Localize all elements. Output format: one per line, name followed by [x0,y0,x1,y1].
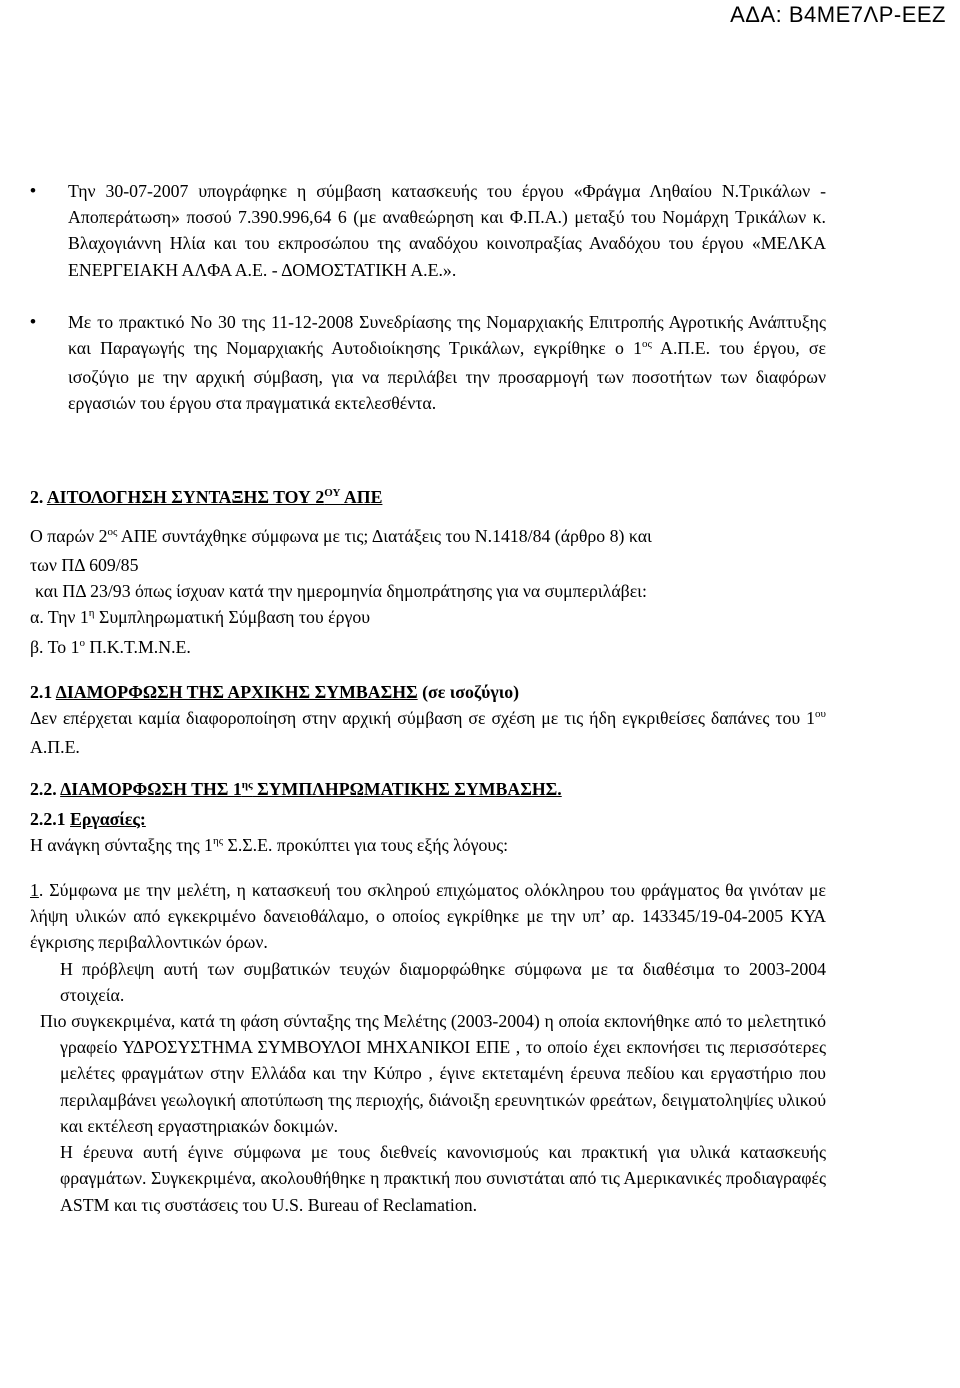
section-2-number: 2. [30,486,44,507]
section-2-line-pd23: και ΠΔ 23/93 όπως ίσχυαν κατά την ημερομηνία δημοπράτησης για να συμπεριλάβει: [35,581,647,602]
section-2-title: ΑΙΤΟΛΟΓΗΣΗ ΣΥΝΤΑΞΗΣ ΤΟΥ $2^{O\Upsilon}$ ΑΠΕ [46,486,383,507]
bullet-text-start: Με το πρακτικό Νο 30 της 11-12-2008 Συνεδρίασης της Νομαρχιακής Επιτροπής Αγροτικής Ανάπτυξης και Παραγωγής της Νομαρχιακής Αυτοδιοίκησης Τρικάλων, εγκρίθηκε ο 1 [68,311,826,359]
item-1-text-3: Πιο συγκεκριμένα, κατά τη φάση σύνταξης της Μελέτης (2003-2004) η οποία εκπονήθηκε από το μελετητικό γραφείο ΥΔΡΟΣΥΣΤΗΜΑ ΣΥΜΒΟΥΛΟΙ ΜΗΧΑΝΙΚΟΙ ΕΠΕ , το οποίο έχει εκπονήσει τις περισσότερες μελέτες φραγμάτων στην Ελλάδα και την Κύπρο , έγινε εκτεταμένη έρευνα πεδίου και εργαστήριο που περιλαμβάνει γεωλογική αποτύπωση της περιοχής, διάνοιξη ερευνητικών φρεάτων, δειγματοληψίες υλικού και εκτέλεση εργαστηριακών δοκιμών. [40,1011,826,1136]
section-2-2-1-intro: Η ανάγκη σύνταξης της $1^{\eta\varsigma}$ Σ.Σ.Ε. προκύπτει για τους εξής λόγους: [30,834,509,855]
section-2-item-b: β. Το $1^o$ Π.Κ.Τ.Μ.Ν.Ε. [30,636,191,657]
section-2-heading [30,484,826,513]
section-2-1-text: Δεν επέρχεται καμία διαφοροποίηση στην αρχική σύμβαση σε σχέση με τις ήδη εγκριθείσες δαπάνες του $1^{o\upsilon}$ Α.Π.Ε. [30,708,826,758]
item-1-number: 1 [30,880,39,901]
bullet-text-end: Α.Π.Ε. του έργου, σε ισοζύγιο με την αρχική σύμβαση, για να περιλάβει την προσαρμογή των ποσοτήτων των διαφόρων εργασιών του έργου στα πραγματικά εκτελεσθέντα. [68,338,826,414]
document-body [30,178,826,1218]
section-2-2-title: ΔΙΑΜΟΡΦΩΣΗ ΤΗΣ $1^{\eta\varsigma}$ ΣΥΜΠΛΗΡΩΜΑΤΙΚΗΣ ΣΥΜΒΑΣΗΣ. [60,779,562,800]
section-2-2-1-heading: 2.2.1 Εργασίες: [30,808,146,829]
ada-header: ΑΔΑ: Β4ΜΕ7ΛΡ-ΕΕΖ [730,2,946,27]
section-2-1-heading: 2.1 ΔΙΑΜΟΡΦΩΣΗ ΤΗΣ ΑΡΧΙΚΗΣ ΣΥΜΒΑΣΗΣ (σε ισοζύγιο) [30,681,520,702]
item-1-text-2: Η πρόβλεψη αυτή των συμβατικών τευχών διαμορφώθηκε σύμφωνα με τα διαθέσιμα το 2003-2004 στοιχεία. [60,958,826,1005]
item-1-text: 1. Σύμφωνα με την μελέτη, η κατασκευή του σκληρού επιχώματος ολόκληρου του φράγματος θα γινόταν με λήψη υλικών από εγκεκριμένο δανειοθάλαμο, ο οποίος εγκρίθηκε με την υπ’ αρ. 143345/19-04-2005 ΚΥΑ έγκρισης περιβαλλοντικών όρων. [30,880,826,953]
item-1-text-4: Η έρευνα αυτή έγινε σύμφωνα με τους διεθνείς κανονισμούς και πρακτική για υλικά κατασκευής φραγμάτων. Συγκεκριμένα, ακολουθήθηκε η πρακτική που συνιστάται από τις Αμερικανικές προδιαγραφές ASTM και τις συστάσεις του U.S. Bureau of Reclamation. [60,1142,826,1215]
bullet-committee-approval [30,309,826,417]
section-2-2-heading: 2.2. ΔΙΑΜΟΡΦΩΣΗ ΤΗΣ $1^{\eta\varsigma}$ ΣΥΜΠΛΗΡΩΜΑΤΙΚΗΣ ΣΥΜΒΑΣΗΣ. [30,779,562,800]
ordinal-sup: ος [642,338,652,351]
section-2-item-a: α. Την $1^\eta$ Συμπληρωματική Σύμβαση του έργου [30,607,371,628]
section-2-1-title: ΔΙΑΜΟΡΦΩΣΗ ΤΗΣ ΑΡΧΙΚΗΣ ΣΥΜΒΑΣΗΣ [55,681,418,702]
section-2-line-pd609: των ΠΔ 609/85 [30,555,139,576]
bullet-contract-signing: • Την 30-07-2007 υπογράφηκε η σύμβαση κατασκευής του έργου «Φράγμα Ληθαίου Ν.Τρικάλων - Αποπεράτωση» ποσού 7.390.996,64 6 (με αναθεώρηση και Φ.Π.Α.) μεταξύ του Νομάρχη Τρικάλων κ. Βλαχογιάννη Ηλία και του εκπροσώπου της αναδόχου κοινοπραξίας Αναδόχου του έργου «ΜΕΛΚΑ ΕΝΕΡΓΕΙΑΚΗ ΑΛΦΑ Α.Ε. - ΔΟΜΟΣΤΑΤΙΚΗ Α.Ε.». [30,178,826,283]
section-2-paragraph: Ο παρών $2^{o\varsigma}$ ΑΠΕ συντάχθηκε σύμφωνα με τις; Διατάξεις του Ν.1418/84 (άρθρο 8) και [30,525,652,546]
